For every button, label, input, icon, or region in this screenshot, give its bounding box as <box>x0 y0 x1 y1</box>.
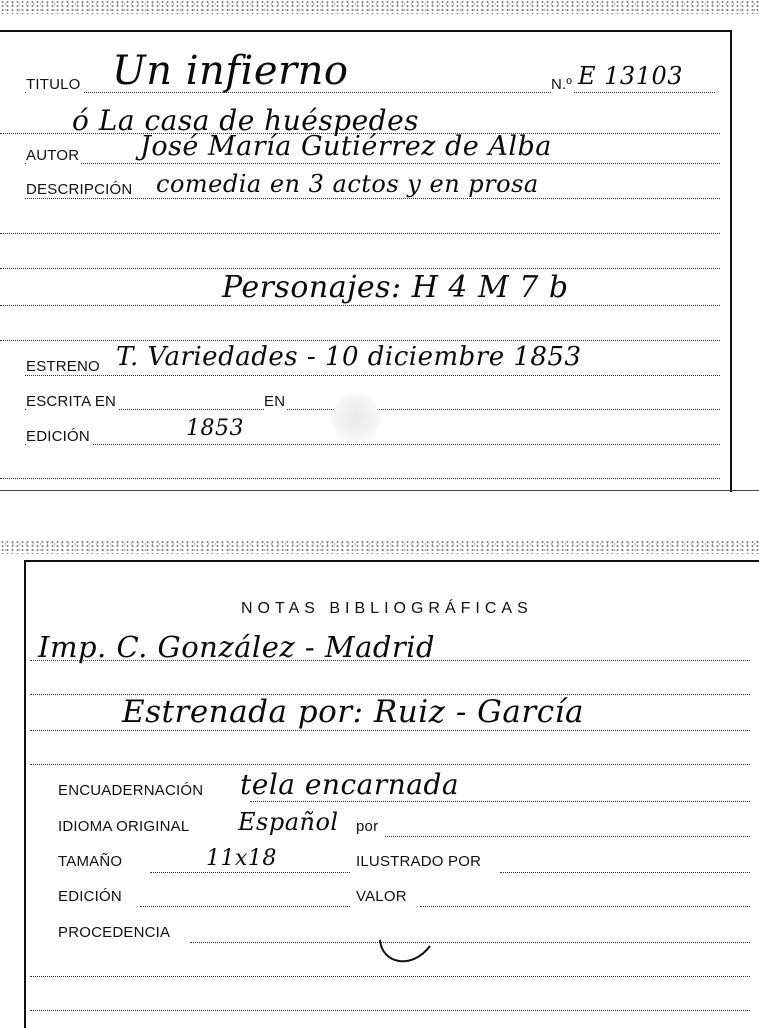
line-blank-1 <box>0 233 720 234</box>
ilustrado-por-label: ILUSTRADO POR <box>356 853 482 870</box>
notas-heading: NOTAS BIBLIOGRÁFICAS <box>241 600 533 617</box>
line-edicion <box>25 444 720 445</box>
line-blank-5 <box>30 976 750 977</box>
numero-value: E 13103 <box>578 62 683 90</box>
encuadernacion-label: ENCUADERNACIÓN <box>58 782 204 799</box>
line-blank-6 <box>30 1010 750 1011</box>
line-autor <box>25 163 720 164</box>
card-bottom-scan-noise <box>0 540 759 554</box>
encuadernacion-value: tela encarnada <box>240 768 460 801</box>
numero-label: N.º <box>551 76 573 93</box>
idioma-original-value: Español <box>238 808 339 836</box>
tamano-label: TAMAÑO <box>58 853 123 870</box>
card-top-border-right <box>730 30 732 492</box>
estreno-value: T. Variedades - 10 diciembre 1853 <box>116 342 582 372</box>
card-top-border-bottom <box>0 490 759 491</box>
idioma-original-label: IDIOMA ORIGINAL <box>58 818 190 835</box>
estreno-label: ESTRENO <box>26 358 100 375</box>
punch-hole-smudge <box>330 392 382 444</box>
procedencia-label: PROCEDENCIA <box>58 924 171 941</box>
line-note-4 <box>30 764 750 765</box>
en-label: EN <box>264 393 286 410</box>
line-descripcion <box>25 198 720 199</box>
line-tamano <box>150 872 350 873</box>
card-top-scan-noise <box>0 0 759 14</box>
edicion-label-2: EDICIÓN <box>58 888 122 905</box>
card-top-border-top <box>0 30 732 32</box>
line-encuadernacion <box>250 801 750 802</box>
line-note-3 <box>30 730 750 731</box>
titulo-label: TITULO <box>26 76 81 93</box>
edicion-value: 1853 <box>186 416 244 441</box>
line-blank-2 <box>0 268 720 269</box>
ink-mark <box>372 934 442 974</box>
autor-label: AUTOR <box>26 147 80 164</box>
note-imprenta: Imp. C. González - Madrid <box>38 630 436 664</box>
descripcion-value: comedia en 3 actos y en prosa <box>156 170 539 198</box>
titulo-value-line2: ó La casa de huéspedes <box>72 104 420 137</box>
line-edicion-2 <box>140 906 350 907</box>
edicion-label: EDICIÓN <box>26 428 90 445</box>
line-estreno <box>25 375 720 376</box>
line-procedencia <box>190 942 750 943</box>
line-valor <box>420 906 750 907</box>
line-blank-3 <box>0 340 720 341</box>
line-blank-4 <box>0 478 720 479</box>
autor-value: José María Gutiérrez de Alba <box>140 131 552 162</box>
line-idioma <box>385 836 750 837</box>
titulo-value-line1: Un infierno <box>112 48 349 94</box>
card-bottom-border-top <box>24 560 759 562</box>
line-personajes <box>0 305 720 306</box>
tamano-value: 11x18 <box>206 846 277 871</box>
personajes-value: Personajes: H 4 M 7 b <box>222 270 569 305</box>
escrita-en-label: ESCRITA EN <box>26 393 117 410</box>
note-estrenada: Estrenada por: Ruiz - García <box>122 694 584 730</box>
card-bottom-border-left <box>24 560 26 1028</box>
valor-label: VALOR <box>356 888 407 905</box>
line-ilustrado <box>500 872 750 873</box>
descripcion-label: DESCRIPCIÓN <box>26 181 133 198</box>
por-label: por <box>356 818 379 835</box>
